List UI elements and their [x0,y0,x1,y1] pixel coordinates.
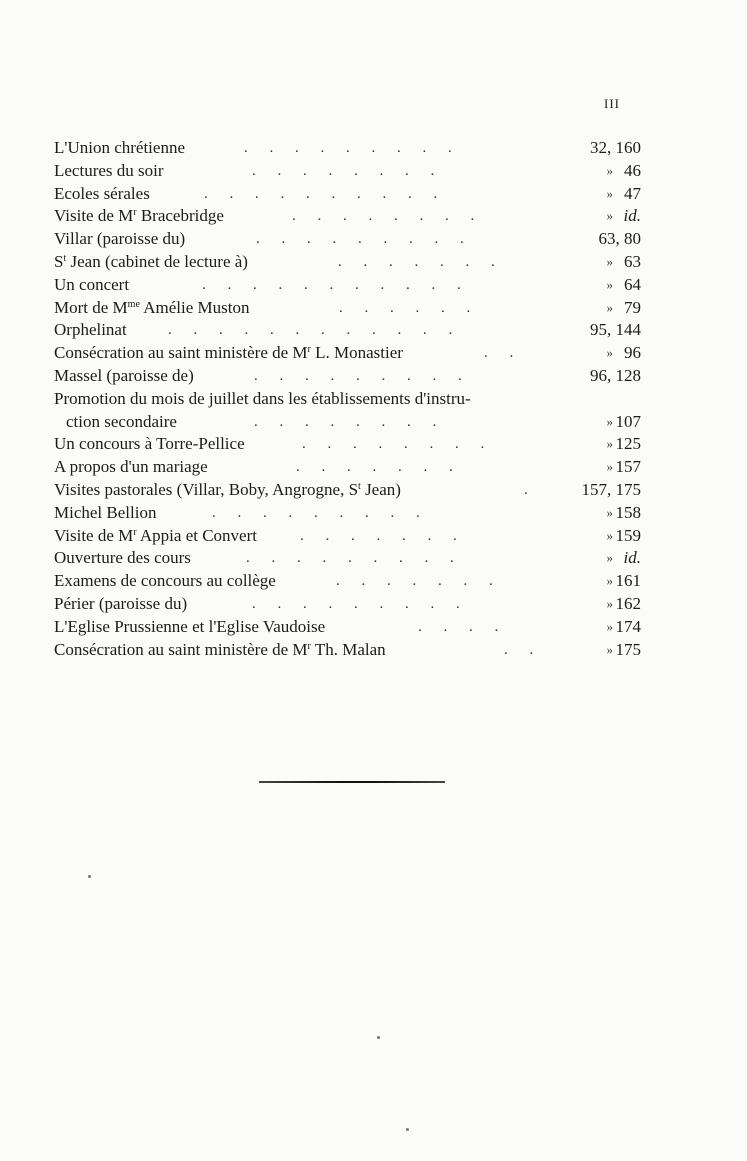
dot-leader: . . . . . . . . . . . [202,276,470,293]
title-part: Visites pastorales (Villar, Boby, Angrogne, S [54,479,359,499]
dot-leader: . . . . . . . . [292,208,484,225]
dot-leader: . . [484,345,523,362]
title-part: L. Monastier [310,343,403,363]
toc-entry-page: 107 [615,411,641,431]
ditto-marker: » [606,162,613,178]
title-part: Visite de M [54,525,134,545]
title-part: Jean) [360,479,401,499]
toc-entry-page: id. [623,206,641,226]
dot-leader: . . . . . . . . [302,436,494,453]
toc-entry-title: Michel Bellion [54,502,157,522]
dot-leader: . . . . . . . . . [244,140,461,156]
toc-entry-title [54,342,403,365]
dot-leader: . . . . . . . . . . . . [168,322,462,339]
toc-entry-page: 95, 144 [590,320,641,340]
title-part: Consécration au saint ministère de M [54,639,308,659]
title-part: Visite de M [54,206,134,226]
toc-entry [54,160,641,183]
ditto-marker: » [606,618,613,634]
toc-entry-title: ction secondaire [66,411,177,431]
toc-entry-title [54,297,249,320]
toc-entry-title [54,525,257,548]
title-part: Amélie Muston [139,297,250,317]
toc-entry-page: 32, 160 [590,138,641,157]
superscript: t [63,252,67,264]
ditto-marker: » [606,527,613,543]
toc-entry [54,547,641,570]
toc-entry-page: 96, 128 [590,365,641,385]
dot-leader: . . . . . . . . [252,162,444,179]
toc-entry-title: A propos d'un mariage [54,457,208,477]
toc-entry-page: id. [623,548,641,568]
toc-entry-title: Périer (paroisse du) [54,593,188,613]
toc-entry-page: 47 [624,183,641,203]
toc-entry-page: 159 [615,525,641,545]
toc-entry-page: 63, 80 [598,229,641,249]
dot-leader: . . . . . . . [338,253,504,270]
toc-entry [54,274,641,297]
toc-entry [54,388,641,411]
dot-leader: . . . . . . . . . . [204,185,447,202]
dot-leader: . [524,481,537,498]
toc-entry-page: 162 [615,593,641,613]
toc-entry-page: 158 [615,502,641,522]
toc-entry [54,456,641,479]
ditto-marker: » [606,459,613,475]
paper-speck [406,1128,409,1131]
toc-entry [54,639,641,662]
toc-entry-title: Promotion du mois de juillet dans les établissements d'instru- [54,388,471,408]
toc-entry-title [54,251,248,274]
ditto-marker: » [606,299,613,315]
toc-entry-page: 161 [615,571,641,591]
dot-leader: . . . . . . . . . [246,550,463,567]
table-of-contents [54,137,641,661]
toc-entry-page: 175 [615,639,641,659]
toc-entry [54,411,641,434]
superscript: r [307,640,311,652]
superscript: r [307,344,311,356]
ditto-marker: » [606,185,613,201]
toc-entry [54,616,641,639]
dot-leader: . . . . . . . [300,527,466,544]
ditto-marker: » [606,573,613,589]
toc-entry-title: Ecoles sérales [54,183,150,203]
ditto-marker: » [606,436,613,452]
title-part: Jean (cabinet de lecture à) [66,251,248,271]
toc-entry [54,479,641,502]
dot-leader: . . [504,641,543,658]
title-part: Mort de M [54,297,128,317]
toc-entry-page: 157, 175 [581,479,641,499]
dot-leader: . . . . . . [339,299,480,316]
toc-entry-title: Examens de concours au collège [54,571,276,591]
toc-entry-title: L'Eglise Prussienne et l'Eglise Vaudoise [54,616,326,636]
title-part: Bracebridge [136,206,224,226]
ditto-marker: » [606,253,613,269]
ditto-marker: » [606,550,613,566]
toc-entry [54,251,641,274]
paper-speck [377,1036,380,1039]
toc-entry [54,365,641,388]
toc-entry-title: Lectures du soir [54,160,164,180]
toc-entry-page: 174 [615,616,641,636]
paper-speck [88,875,91,878]
toc-entry-title [54,205,224,228]
dot-leader: . . . . [418,618,508,635]
toc-entry-page: 157 [615,457,641,477]
dot-leader: . . . . . . . [336,573,502,590]
ditto-marker: » [606,413,613,429]
toc-entry-title: L'Union chrétienne [54,138,185,157]
superscript: r [133,526,137,538]
ditto-marker: » [606,208,613,224]
dot-leader: . . . . . . . . . [252,595,469,612]
title-part: Consécration au saint ministère de M [54,343,308,363]
superscript: me [127,298,140,310]
toc-entry [54,570,641,593]
dot-leader: . . . . . . . . . [254,367,471,384]
toc-entry-page: 96 [624,343,641,363]
ditto-marker: » [606,276,613,292]
toc-entry-title: Massel (paroisse de) [54,365,194,385]
toc-entry [54,205,641,228]
dot-leader: . . . . . . . . . [256,231,473,248]
toc-entry [54,319,641,342]
toc-entry-page: 46 [624,160,641,180]
toc-entry [54,502,641,525]
toc-entry [54,228,641,251]
toc-entry-page: 79 [624,297,641,317]
ditto-marker: » [606,504,613,520]
toc-entry-page: 125 [615,434,641,454]
toc-entry [54,433,641,456]
dot-leader: . . . . . . . [296,459,462,476]
toc-entry [54,297,641,320]
toc-entry-title: Villar (paroisse du) [54,229,186,249]
toc-entry [54,342,641,365]
title-part: S [54,251,64,271]
superscript: r [133,207,137,219]
toc-entry-title [54,479,401,502]
toc-entry-title [54,639,386,662]
title-part: Th. Malan [310,639,386,659]
toc-entry-title: Orphelinat [54,320,127,340]
ditto-marker: » [606,345,613,361]
toc-entry-page: 64 [624,274,641,294]
toc-entry [54,593,641,616]
toc-entry-title: Un concert [54,274,130,294]
toc-entry [54,525,641,548]
ditto-marker: » [606,595,613,611]
dot-leader: . . . . . . . . [254,413,446,430]
toc-entry-page: 63 [624,251,641,271]
toc-entry [54,137,641,160]
toc-entry [54,183,641,206]
ditto-marker: » [606,641,613,657]
title-part: Appia et Convert [136,525,257,545]
dot-leader: . . . . . . . . . [212,504,429,521]
toc-entry-title: Un concours à Torre-Pellice [54,434,245,454]
toc-entry-title: Ouverture des cours [54,548,191,568]
superscript: t [358,480,361,492]
page-number: III [604,96,620,111]
separator-rule [259,781,445,783]
